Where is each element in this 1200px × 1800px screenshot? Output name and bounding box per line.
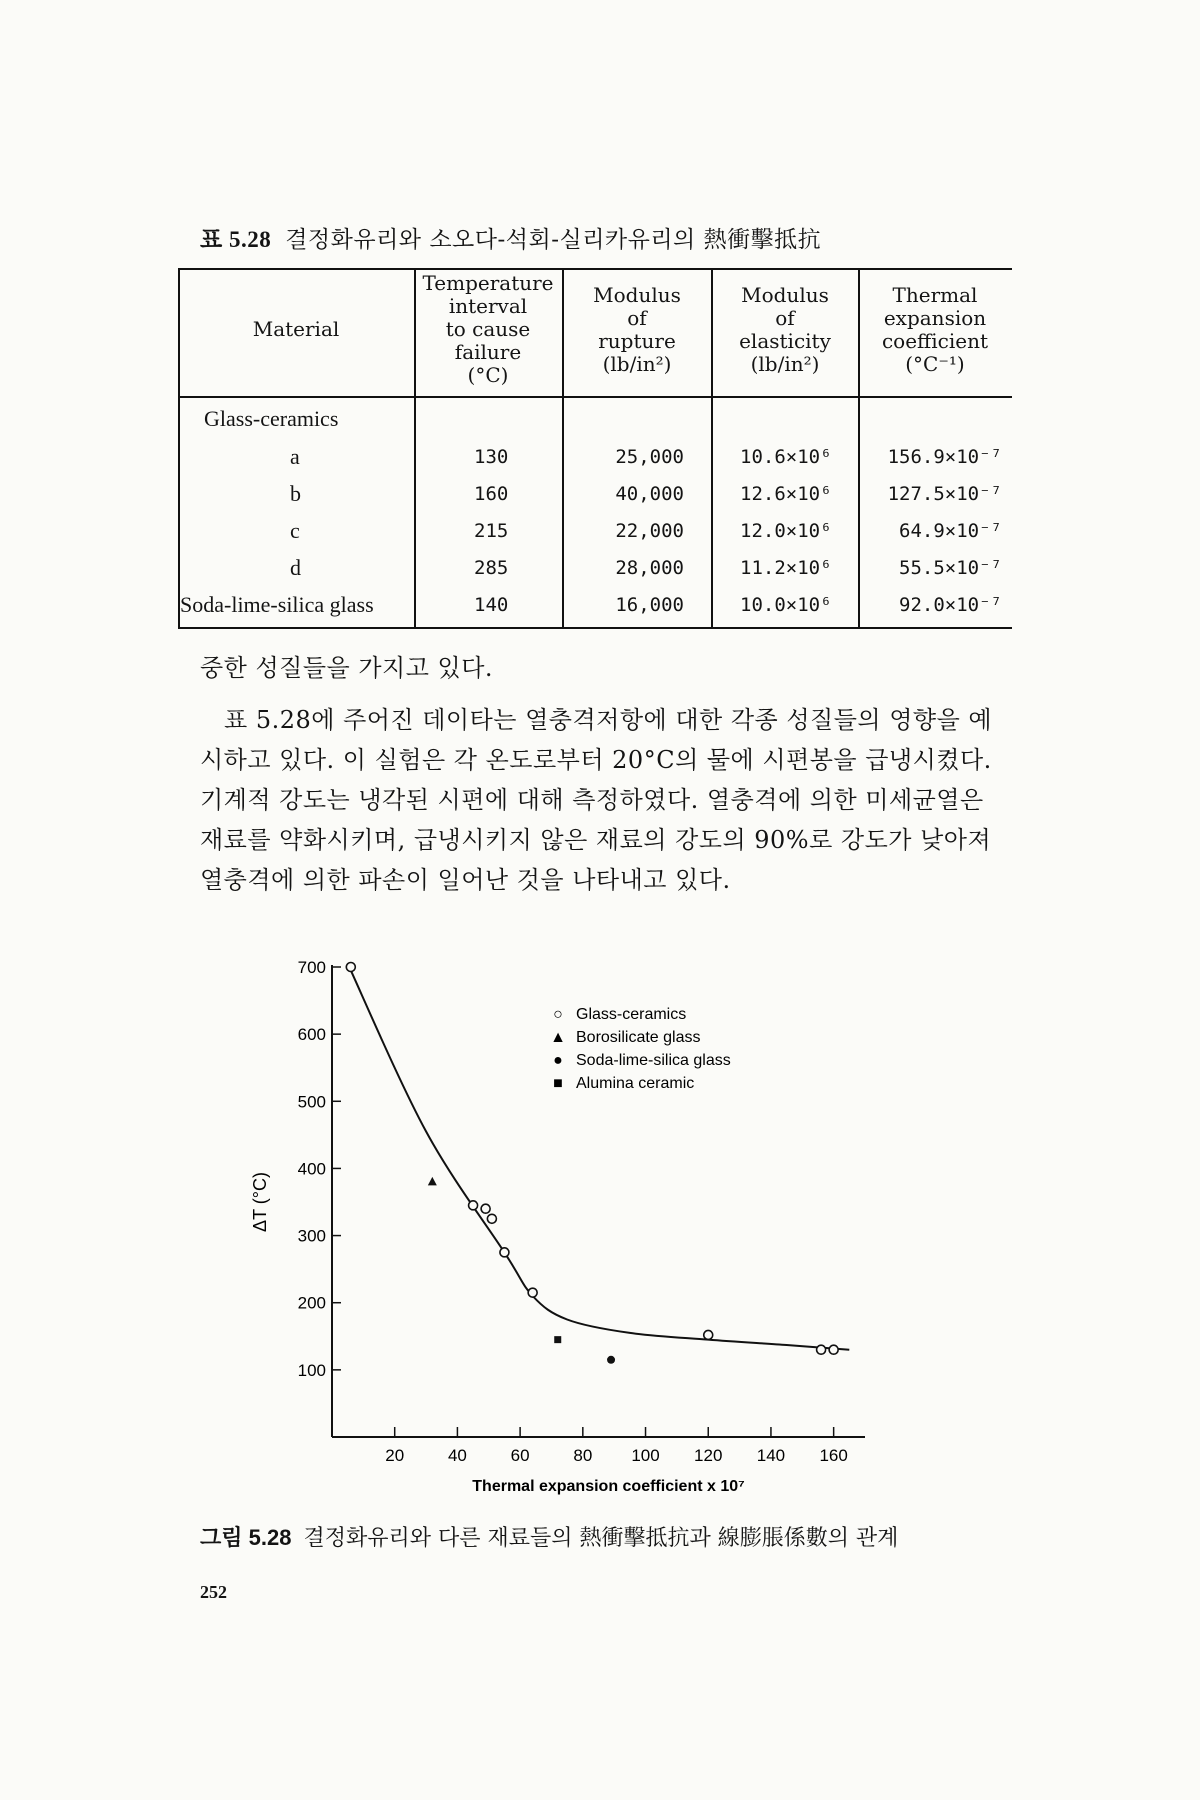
y-tick-label: 700 (297, 958, 326, 977)
cell-expansion: 156.9×10⁻⁷ (887, 446, 1002, 468)
cell-elasticity: 12.0×10⁶ (740, 520, 832, 542)
cell-material: b (290, 481, 301, 506)
body-text-line: 중한 성질들을 가지고 있다. (200, 654, 494, 682)
figure-caption-text: 결정화유리와 다른 재료들의 熱衝擊抵抗과 線膨脹係數의 관계 (303, 1526, 899, 1551)
x-tick-label: 140 (756, 1446, 786, 1465)
cell-rupture: 16,000 (615, 594, 684, 616)
cell-temperature: 130 (474, 446, 509, 468)
y-axis-label: ΔT (°C) (250, 1172, 270, 1232)
table-bottom-rule (178, 627, 1012, 629)
chart-legend (550, 1006, 731, 1092)
data-point (500, 1248, 509, 1257)
table-title-text: 결정화유리와 소오다-석회-실리카유리의 熱衝擊抵抗 (285, 227, 822, 253)
table-title (200, 221, 821, 254)
figure-number: 그림 5.28 (200, 1525, 292, 1550)
legend-label: Glass-ceramics (576, 1006, 687, 1023)
data-point (481, 1204, 490, 1213)
cell-elasticity: 10.0×10⁶ (740, 594, 832, 616)
data-point (704, 1330, 713, 1339)
data-point (607, 1356, 615, 1364)
legend-symbol: ■ (553, 1075, 563, 1092)
x-axis-ticks (385, 1427, 848, 1465)
y-tick-label: 200 (297, 1293, 326, 1313)
y-tick-label: 100 (297, 1360, 326, 1380)
x-tick-label: 100 (631, 1446, 660, 1465)
data-point (428, 1177, 437, 1186)
legend-symbol: ○ (553, 1006, 563, 1023)
figure-caption (200, 1521, 898, 1552)
x-tick-label: 80 (573, 1446, 593, 1465)
cell-expansion: 92.0×10⁻⁷ (899, 594, 1002, 616)
header-material: Material (252, 317, 340, 341)
cell-expansion: 64.9×10⁻⁷ (899, 520, 1002, 542)
x-tick-label: 40 (447, 1446, 467, 1465)
cell-expansion: 127.5×10⁻⁷ (887, 483, 1002, 505)
cell-expansion: 55.5×10⁻⁷ (899, 557, 1002, 579)
x-tick-label: 120 (694, 1446, 723, 1465)
cell-temperature: 160 (474, 483, 509, 505)
header-temperature-interval: Temperature interval to cause failure (°C) (422, 271, 554, 387)
data-point (528, 1288, 537, 1297)
cell-rupture: 25,000 (615, 446, 684, 468)
group-label-glass-ceramics: Glass-ceramics (204, 406, 339, 431)
header-modulus-of-rupture: Modulus of rupture (lb/in²) (593, 283, 681, 376)
cell-elasticity: 12.6×10⁶ (740, 483, 832, 505)
cell-material: Soda-lime-silica glass (180, 592, 374, 617)
cell-rupture: 40,000 (615, 483, 684, 505)
cell-rupture: 22,000 (615, 520, 684, 542)
cell-material: d (290, 555, 301, 580)
data-point (554, 1336, 561, 1343)
cell-temperature: 285 (474, 557, 509, 579)
page-number: 252 (200, 1582, 227, 1602)
data-point (829, 1345, 838, 1354)
cell-elasticity: 11.2×10⁶ (740, 557, 832, 579)
legend-label: Borosilicate glass (576, 1029, 701, 1046)
cell-rupture: 28,000 (615, 557, 684, 579)
x-tick-label: 60 (510, 1446, 530, 1465)
x-tick-label: 20 (385, 1446, 405, 1465)
x-axis-label: Thermal expansion coefficient x 10⁷ (472, 1478, 745, 1495)
data-point (817, 1345, 826, 1354)
y-axis-ticks (298, 958, 341, 1380)
legend-symbol: ● (553, 1052, 563, 1069)
cell-elasticity: 10.6×10⁶ (740, 446, 832, 468)
y-tick-label: 600 (297, 1025, 326, 1045)
table-top-rule (178, 268, 1012, 270)
header-thermal-expansion: Thermal expansion coefficient (°C⁻¹) (881, 283, 989, 376)
thermal-shock-chart (240, 955, 880, 1495)
y-tick-label: 300 (297, 1226, 326, 1246)
y-tick-label: 400 (297, 1159, 326, 1179)
header-modulus-of-elasticity: Modulus of elasticity (lb/in²) (739, 283, 831, 376)
legend-label: Alumina ceramic (576, 1075, 695, 1092)
table-header-rule (178, 396, 1012, 398)
body-paragraph: 표 5.28에 주어진 데이타는 열충격저항에 대한 각종 성질들의 영향을 예시하고 있다. 이 실험은 각 온도로부터 20°C의 물에 시편봉을 급냉시켰다. 기계적 강도는 냉각된 시편에 대해 측정하였다. 열충격에 의한 미세균열은 재료를 약화시키며, 급냉시키지 않은 재료의 강도의 90%로 강도가 낮아져 열충격에 의한 파손이 일어난 것을 나타내고 있다. (200, 706, 993, 894)
data-point (487, 1214, 496, 1223)
data-point (346, 963, 355, 972)
y-tick-label: 500 (297, 1092, 326, 1112)
table-number: 표 5.28 (200, 227, 272, 252)
legend-label: Soda-lime-silica glass (576, 1052, 731, 1069)
cell-material: a (290, 444, 300, 469)
legend-symbol: ▲ (550, 1029, 566, 1046)
data-point (469, 1201, 478, 1210)
cell-temperature: 215 (474, 520, 509, 542)
cell-material: c (290, 518, 300, 543)
cell-temperature: 140 (474, 594, 509, 616)
x-tick-label: 160 (819, 1446, 848, 1465)
